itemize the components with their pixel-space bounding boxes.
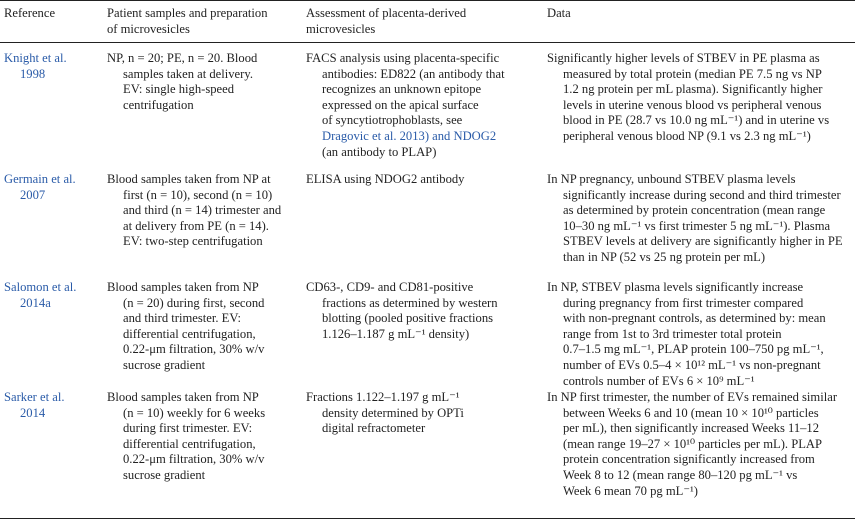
cell-line: 0.22-μm filtration, 30% w/v: [123, 342, 265, 357]
row-sarker-samples: [107, 390, 302, 484]
cell-line: with non-pregnant controls, as determined by: mean: [563, 311, 826, 326]
reference-year[interactable]: 2014: [20, 405, 46, 420]
cell-line: Fractions 1.122–1.197 g mL⁻¹: [306, 390, 460, 404]
cell-line: In NP pregnancy, unbound STBEV plasma levels: [547, 172, 796, 186]
cell-line: In NP, STBEV plasma levels significantly increase: [547, 280, 804, 294]
cell-line: during first trimester. EV:: [123, 421, 253, 436]
cell-line: (n = 10) weekly for 6 weeks: [123, 405, 266, 420]
cell-line: of syncytiotrophoblasts, see: [322, 113, 463, 128]
row-knight-reference[interactable]: [4, 51, 96, 82]
header-assessment-line: Assessment of placenta-derived: [306, 6, 467, 20]
row-germain-data: [547, 172, 851, 266]
row-knight-data: [547, 51, 851, 145]
cell-line: blotting (pooled positive fractions: [322, 311, 494, 326]
cell-line: between Weeks 6 and 10 (mean 10 × 10¹⁰ particles: [563, 405, 819, 420]
cell-line: EV: two-step centrifugation: [123, 234, 263, 249]
header-assessment: [306, 6, 538, 37]
cell-line: 0.7–1.5 mg mL⁻¹, PLAP protein 100–750 pg mL⁻¹,: [563, 342, 824, 357]
row-sarker-assessment: [306, 390, 538, 437]
cell-line: sucrose gradient: [123, 467, 206, 482]
reference-year[interactable]: 1998: [20, 66, 46, 81]
cell-line: density determined by OPTi: [322, 405, 464, 420]
cell-line: (mean range 19–27 × 10¹⁰ particles per mL). PLAP: [563, 436, 822, 451]
cell-line: Significantly higher levels of STBEV in PE plasma as: [547, 51, 820, 65]
cell-line: first (n = 10), second (n = 10): [123, 187, 273, 202]
citation-link[interactable]: Dragovic et al. 2013) and NDOG2: [322, 128, 497, 143]
cell-line: EV: single high-speed: [123, 82, 234, 97]
row-salomon-data: [547, 280, 851, 389]
cell-line: blood in PE (28.7 vs 10.0 ng mL⁻¹) and in uterine vs: [563, 113, 830, 128]
cell-line: 10–30 ng mL⁻¹ vs first trimester 5 ng mL⁻¹). Plasma: [563, 218, 831, 233]
reference-link[interactable]: Germain et al.: [4, 172, 76, 186]
header-data-line: Data: [547, 6, 571, 20]
header-samples-line: of microvesicles: [107, 21, 190, 36]
cell-line: antibodies: ED822 (an antibody that: [322, 66, 505, 81]
cell-line: as determined by protein concentration (mean range: [563, 203, 826, 218]
cell-line: per mL), then significantly increased Weeks 11–12: [563, 421, 820, 436]
cell-line: during pregnancy from first trimester compared: [563, 295, 804, 310]
top-rule: [0, 0, 855, 1]
cell-line: recognizes an unknown epitope: [322, 82, 482, 97]
row-germain-assessment: [306, 172, 538, 188]
cell-line: significantly increase during second and third trimester: [563, 187, 841, 202]
cell-line: In NP first trimester, the number of EVs remained similar: [547, 390, 838, 404]
row-knight-assessment: [306, 51, 538, 160]
cell-line: protein concentration significantly increased from: [563, 452, 815, 467]
cell-line: NP, n = 20; PE, n = 20. Blood: [107, 51, 258, 65]
cell-line: levels in uterine venous blood vs peripheral venous: [563, 97, 822, 112]
cell-line: STBEV levels at delivery are significantly higher in PE: [563, 234, 843, 249]
header-rule: [0, 42, 855, 43]
cell-line: 0.22-μm filtration, 30% w/v: [123, 452, 265, 467]
cell-line: range from 1st to 3rd trimester total protein: [563, 326, 782, 341]
cell-line: samples taken at delivery.: [123, 66, 253, 81]
cell-line: number of EVs 0.5–4 × 10¹² mL⁻¹ vs non-pregnant: [563, 357, 821, 372]
cell-line: Blood samples taken from NP: [107, 390, 259, 404]
header-assessment-line: microvesicles: [306, 21, 376, 36]
row-sarker-reference[interactable]: [4, 390, 96, 421]
row-sarker-data: [547, 390, 851, 499]
cell-line: Week 6 mean 70 pg mL⁻¹): [563, 483, 698, 498]
reference-link[interactable]: Knight et al.: [4, 51, 67, 65]
cell-line: centrifugation: [123, 97, 194, 112]
header-samples: [107, 6, 302, 37]
row-germain-samples: [107, 172, 302, 250]
cell-line: expressed on the apical surface: [322, 97, 479, 112]
reference-year[interactable]: 2007: [20, 187, 46, 202]
cell-line: sucrose gradient: [123, 357, 206, 372]
cell-line: than in NP (52 vs 25 ng protein per mL): [563, 249, 766, 264]
cell-line: (an antibody to PLAP): [322, 144, 437, 159]
cell-line: ELISA using NDOG2 antibody: [306, 172, 465, 186]
cell-line: differential centrifugation,: [123, 436, 256, 451]
cell-line: at delivery from PE (n = 14).: [123, 218, 269, 233]
header-reference-line: Reference: [4, 6, 56, 20]
cell-line: digital refractometer: [322, 421, 426, 436]
cell-line: (n = 20) during first, second: [123, 295, 265, 310]
cell-line: and third (n = 14) trimester and: [123, 203, 282, 218]
cell-line: FACS analysis using placenta-specific: [306, 51, 500, 65]
cell-line: measured by total protein (median PE 7.5 ng vs NP: [563, 66, 822, 81]
cell-line: controls number of EVs 6 × 10⁹ mL⁻¹: [563, 373, 755, 388]
cell-line: peripheral venous blood NP (9.1 vs 2.3 ng mL⁻¹): [563, 128, 811, 143]
cell-line: Week 8 to 12 (mean range 80–120 pg mL⁻¹ vs: [563, 467, 798, 482]
bottom-rule: [0, 518, 855, 519]
reference-link[interactable]: Sarker et al.: [4, 390, 65, 404]
header-data: [547, 6, 851, 22]
cell-line: Blood samples taken from NP at: [107, 172, 271, 186]
header-samples-line: Patient samples and preparation: [107, 6, 268, 20]
reference-link[interactable]: Salomon et al.: [4, 280, 77, 294]
row-salomon-samples: [107, 280, 302, 374]
cell-line: fractions as determined by western: [322, 295, 498, 310]
row-germain-reference[interactable]: [4, 172, 96, 203]
cell-line: and third trimester. EV:: [123, 311, 241, 326]
cell-line: 1.2 ng protein per mL plasma). Significantly higher: [563, 82, 823, 97]
header-reference: [4, 6, 96, 22]
cell-line: differential centrifugation,: [123, 326, 256, 341]
row-salomon-assessment: [306, 280, 538, 342]
row-salomon-reference[interactable]: [4, 280, 96, 311]
cell-line: Blood samples taken from NP: [107, 280, 259, 294]
row-knight-samples: [107, 51, 302, 113]
cell-line: 1.126–1.187 g mL⁻¹ density): [322, 326, 470, 341]
cell-line: CD63-, CD9- and CD81-positive: [306, 280, 474, 294]
reference-year[interactable]: 2014a: [20, 295, 51, 310]
